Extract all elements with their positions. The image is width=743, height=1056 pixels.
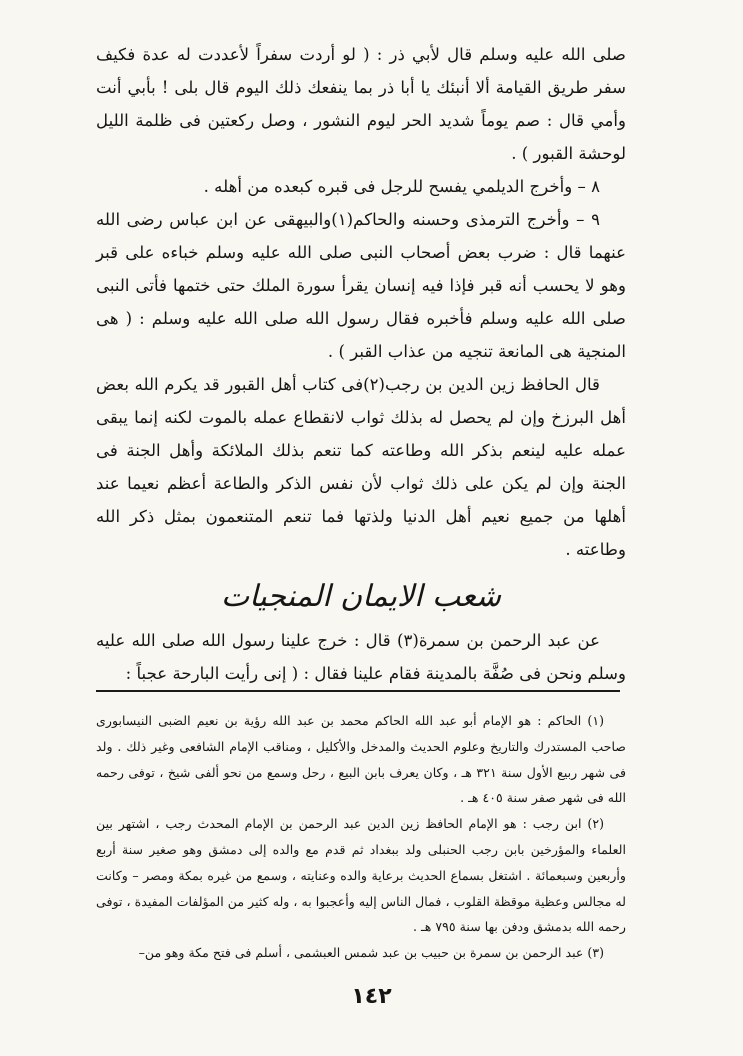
footnote-1: (١) الحاكم : هو الإمام أبو عبد الله الحاكم محمد بن عبد الله رؤية بن نعيم الضبى النيسابورى صاحب المستدرك والتاريخ وعلوم الحديث والمدخل والأكليل ، ومناقب الإمام الشافعى وغير ذلك . ولد فى شهر ربيع الأول سنة ٣٢١ هـ ، وكان يعرف بابن البيع ، رحل وسمع من نحو ألفى شيخ ، توفى رحمه الله فى شهر صفر سنة ٤٠٥ هـ .: [96, 713, 626, 806]
page-number: ١٤٢: [351, 984, 392, 1009]
footnotes: [96, 708, 626, 966]
footnote-divider: [96, 690, 620, 692]
main-text: [96, 38, 626, 690]
paragraph-5: عن عبد الرحمن بن سمرة(٣) قال : خرج علينا رسول الله صلى الله عليه وسلم ونحن فى صُفَّة بالمدينة فقام علينا فقال : ( إنى رأيت البارحة عجباً :: [96, 631, 626, 683]
paragraph-1: صلى الله عليه وسلم قال لأبي ذر : ( لو أردت سفراً لأعددت له عدة فكيف سفر طريق القيامة ألا أنبئك يا أبا ذر بما ينفعك ذلك اليوم قال بلى ! بأبي أنت وأمي قال : صم يوماً شديد الحر ليوم النشور ، وصل ركعتين فى ظلمة الليل لوحشة القبور ) .: [96, 45, 626, 163]
paragraph-2: ٨ – وأخرج الديلمي يفسح للرجل فى قبره كبعده من أهله .: [203, 177, 600, 196]
page-body: [96, 38, 626, 690]
footnote-3: (٣) عبد الرحمن بن سمرة بن حبيب بن عبد شمس العبشمى ، أسلم فى فتح مكة وهو من–: [138, 945, 604, 961]
section-heading: شعب الايمان المنجيات: [220, 579, 502, 614]
paragraph-4: قال الحافظ زين الدين بن رجب(٢)فى كتاب أهل القبور قد يكرم الله بعض أهل البرزخ وإن لم يحصل له بذلك ثواب لانقطاع عمله بالموت لكنه إنما يبقى عمله عليه لينعم بذكر الله وطاعته كما تنعم بذلك الملائكة وأهل الجنة فى الجنة وإن لم يكن على ذلك ثواب لأن نفس الذكر والطاعة أعظم نعيما عند أهلها من جميع نعيم أهل الدنيا ولذتها فما تنعم المتنعمون بمثل ذكر الله وطاعته .: [96, 375, 626, 559]
footnote-2: (٢) ابن رجب : هو الإمام الحافظ زين الدين عبد الرحمن بن الإمام المحدث رجب ، اشتهر بين العلماء والمؤرخين بابن رجب الحنبلى ولد ببغداد ثم قدم مع والده إلى دمشق وهو صغير سنة أربع وأربعين وسبعمائة . اشتغل بسماع الحديث برعاية والده وعنايته ، وسمع من غيره بمكة ومصر – وكانت له مجالس وعظية موقظة القلوب ، فمال الناس إليه وأعجبوا به ، وله كثير من المؤلفات المفيدة ، توفى رحمه الله بدمشق ودفن بها سنة ٧٩٥ هـ .: [96, 816, 626, 935]
paragraph-3: ٩ – وأخرج الترمذى وحسنه والحاكم(١)والبيهقى عن ابن عباس رضى الله عنهما قال : ضرب بعض أصحاب النبى صلى الله عليه وسلم خباءه على قبر وهو لا يحسب أنه قبر فإذا فيه إنسان يقرأ سورة الملك حتى ختمها فأتى النبى صلى الله عليه وسلم فأخبره فقال رسول الله صلى الله عليه وسلم : ( هى المنجية هى المانعة تنجيه من عذاب القبر ) .: [96, 210, 626, 361]
